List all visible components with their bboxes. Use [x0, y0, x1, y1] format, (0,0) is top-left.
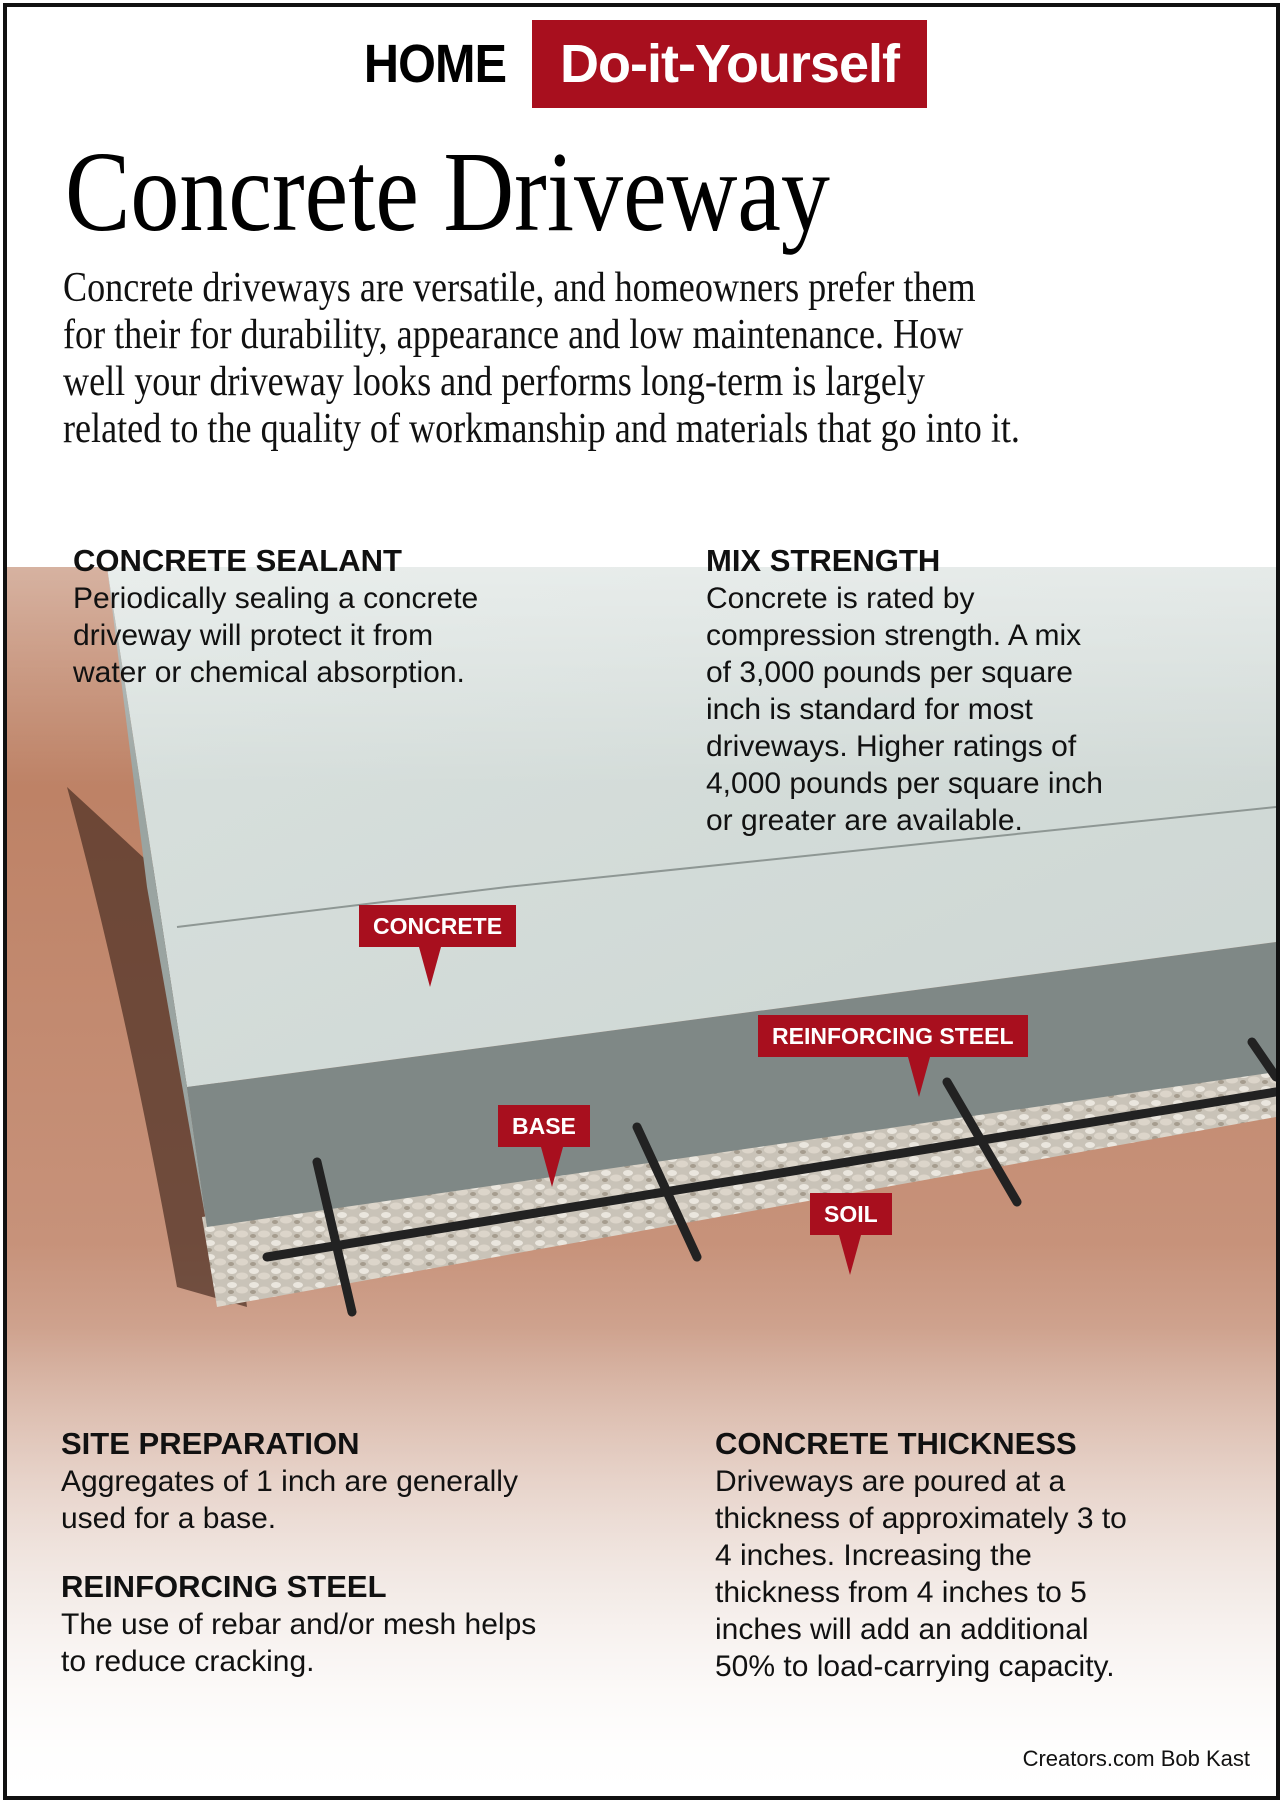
body-line: 50% to load-carrying capacity.: [715, 1650, 1115, 1683]
body-line: inches will add an additional: [715, 1613, 1089, 1646]
section-heading: CONCRETE THICKNESS: [715, 1426, 1077, 1461]
section-heading: REINFORCING STEEL: [61, 1569, 387, 1604]
section-body: [61, 1606, 536, 1680]
body-line: to reduce cracking.: [61, 1645, 315, 1678]
section-concrete-sealant: [73, 542, 478, 691]
callout-label: REINFORCING STEEL: [772, 1023, 1014, 1049]
body-line: driveways. Higher ratings of: [706, 730, 1077, 763]
section-body: [73, 580, 478, 691]
callout-base: [498, 1105, 590, 1147]
body-line: of 3,000 pounds per square: [706, 656, 1073, 689]
callout-label: CONCRETE: [373, 913, 503, 939]
body-line: thickness from 4 inches to 5: [715, 1576, 1087, 1609]
section-site-preparation: [61, 1425, 518, 1537]
section-heading: SITE PREPARATION: [61, 1426, 360, 1461]
section-heading: MIX STRENGTH: [706, 543, 941, 578]
intro-line: Concrete driveways are versatile, and homeowners prefer them: [63, 265, 976, 311]
callout-pointer: [541, 1147, 563, 1187]
body-line: thickness of approximately 3 to: [715, 1502, 1127, 1535]
callout-pointer: [839, 1235, 861, 1275]
section-badge: Do-it-Yourself: [532, 20, 927, 108]
callout-pointer: [908, 1057, 930, 1097]
body-line: Periodically sealing a concrete: [73, 582, 479, 615]
body-line: or greater are available.: [706, 804, 1023, 837]
intro-line: related to the quality of workmanship and materials that go into it.: [63, 406, 1020, 452]
body-line: inch is standard for most: [706, 693, 1033, 726]
intro-line: for their for durability, appearance and low maintenance. How: [63, 312, 964, 358]
section-heading: CONCRETE SEALANT: [73, 543, 402, 578]
intro-line: well your driveway looks and performs long-term is largely: [63, 359, 926, 405]
body-line: Concrete is rated by: [706, 582, 975, 615]
section-concrete-thickness: [715, 1425, 1127, 1685]
callout-concrete: [359, 905, 516, 947]
callout-label: BASE: [512, 1113, 576, 1139]
body-line: Aggregates of 1 inch are generally: [61, 1465, 518, 1498]
body-line: Driveways are poured at a: [715, 1465, 1066, 1498]
section-body: [715, 1463, 1127, 1685]
infographic-frame: [3, 3, 1280, 1800]
body-line: water or chemical absorption.: [73, 656, 465, 689]
body-line: used for a base.: [61, 1502, 277, 1535]
callout-pointer: [419, 947, 441, 987]
section-label: HOME: [363, 34, 507, 94]
body-line: driveway will protect it from: [73, 619, 434, 652]
body-line: 4,000 pounds per square inch: [706, 767, 1103, 800]
callout-label: SOIL: [824, 1201, 878, 1227]
callout-soil: [810, 1193, 892, 1235]
intro-paragraph: [63, 265, 1267, 453]
body-line: The use of rebar and/or mesh helps: [61, 1608, 537, 1641]
callout-reinforcing-steel: [758, 1015, 1028, 1057]
page-title: Concrete Driveway: [65, 128, 830, 255]
body-line: 4 inches. Increasing the: [715, 1539, 1032, 1572]
section-mix-strength: [706, 542, 1103, 839]
section-reinforcing-steel: [61, 1568, 536, 1680]
section-body: [706, 580, 1103, 839]
credit-line: Creators.com Bob Kast: [1022, 1746, 1250, 1771]
section-body: [61, 1463, 518, 1537]
body-line: compression strength. A mix: [706, 619, 1082, 652]
masthead: [7, 19, 1276, 109]
